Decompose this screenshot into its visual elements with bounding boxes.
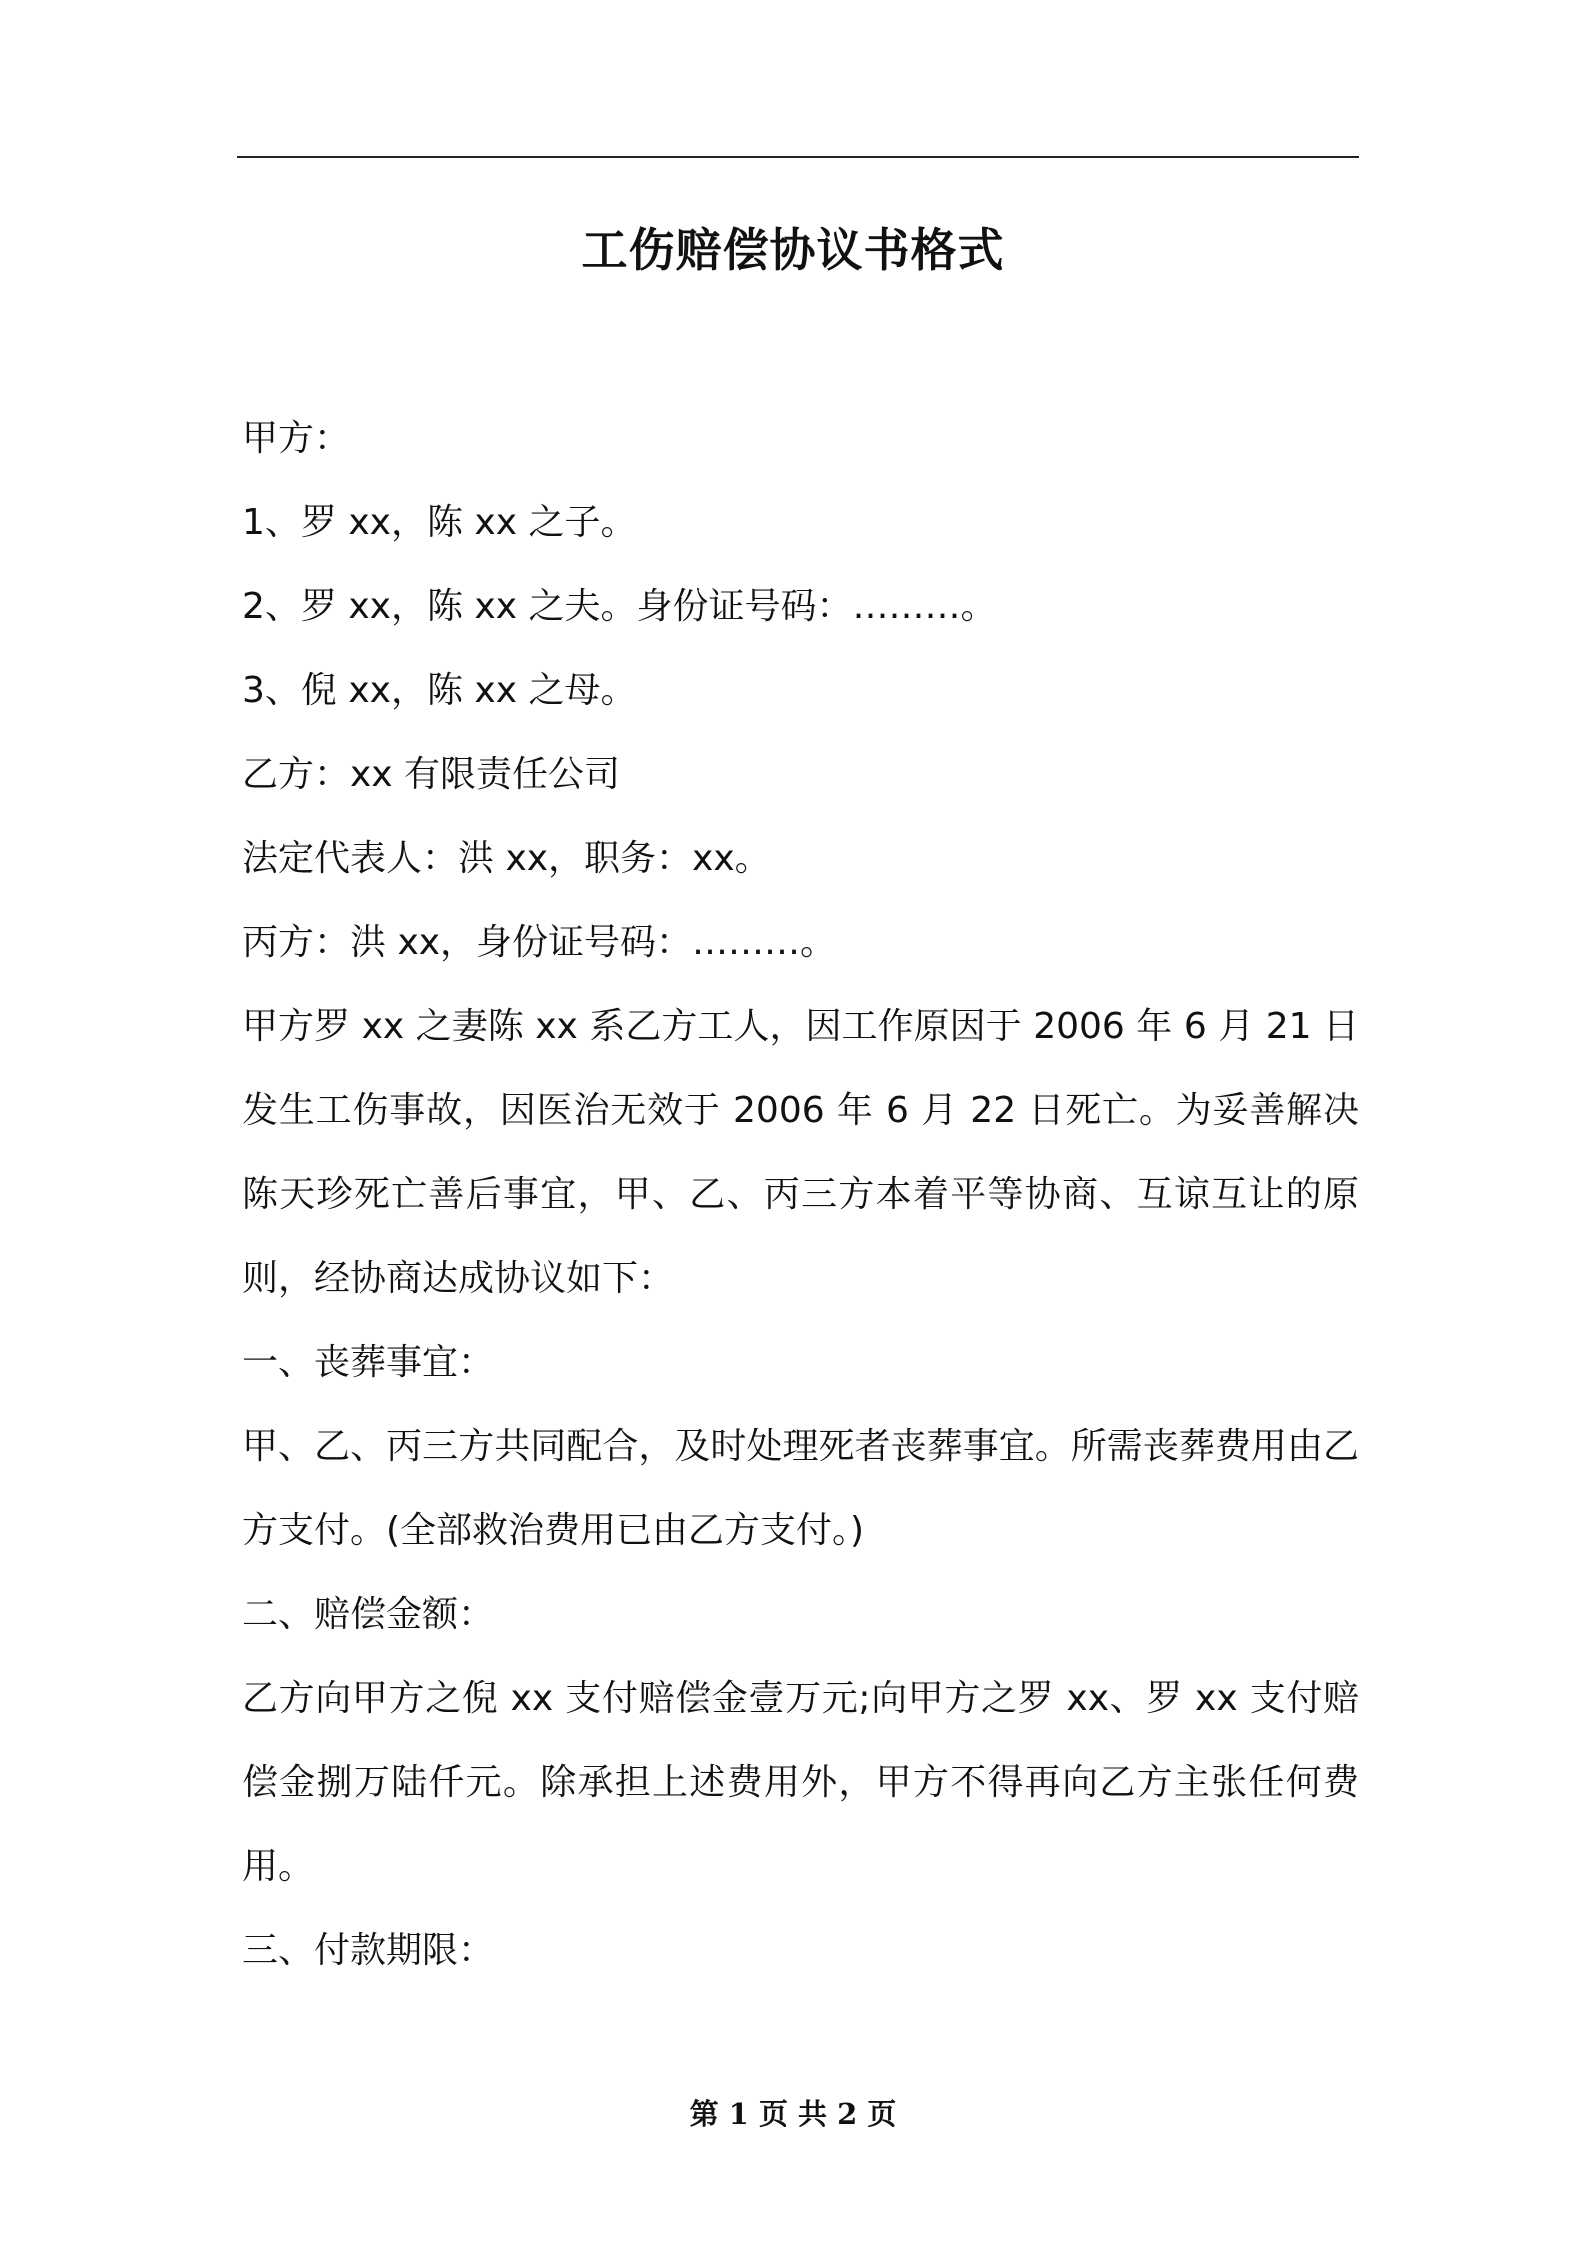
party-a-heading: 甲方：: [242, 418, 351, 459]
section-1-text: 甲、乙、丙三方共同配合，及时处理死者丧葬事宜。所需丧葬费用由乙方支付。(全部救治费用已由乙方支付。): [242, 1426, 1359, 1551]
party-a-member-3: 3、倪 xx，陈 xx 之母。: [242, 670, 637, 711]
party-c: 丙方：洪 xx，身份证号码：………。: [242, 922, 837, 963]
section-2-heading: 二、赔偿金额：: [242, 1594, 495, 1635]
party-a-member-1: 1、罗 xx，陈 xx 之子。: [242, 502, 637, 543]
party-a-member-2: 2、罗 xx，陈 xx 之夫。身份证号码：………。: [242, 586, 997, 627]
section-2-text: 乙方向甲方之倪 xx 支付赔偿金壹万元;向甲方之罗 xx、罗 xx 支付赔偿金捌万陆仟元。除承担上述费用外，甲方不得再向乙方主张任何费用。: [242, 1678, 1359, 1887]
party-b: 乙方：xx 有限责任公司: [242, 754, 621, 795]
section-1-heading: 一、丧葬事宜：: [242, 1342, 495, 1383]
document-title: 工伤赔偿协议书格式: [581, 223, 1005, 277]
page-indicator: 第 1 页 共 2 页: [689, 2097, 897, 2131]
header-rule: [237, 156, 1359, 158]
legal-representative: 法定代表人：洪 xx，职务：xx。: [242, 838, 771, 879]
section-3-heading: 三、付款期限：: [242, 1930, 495, 1971]
document-body: [242, 397, 1359, 1993]
preamble-paragraph: 甲方罗 xx 之妻陈 xx 系乙方工人，因工作原因于 2006 年 6 月 21 日发生工伤事故，因医治无效于 2006 年 6 月 22 日死亡。为妥善解决陈天珍死亡善后事宜，甲、乙、丙三方本着平等协商、互谅互让的原则，经协商达成协议如下：: [242, 1006, 1359, 1299]
